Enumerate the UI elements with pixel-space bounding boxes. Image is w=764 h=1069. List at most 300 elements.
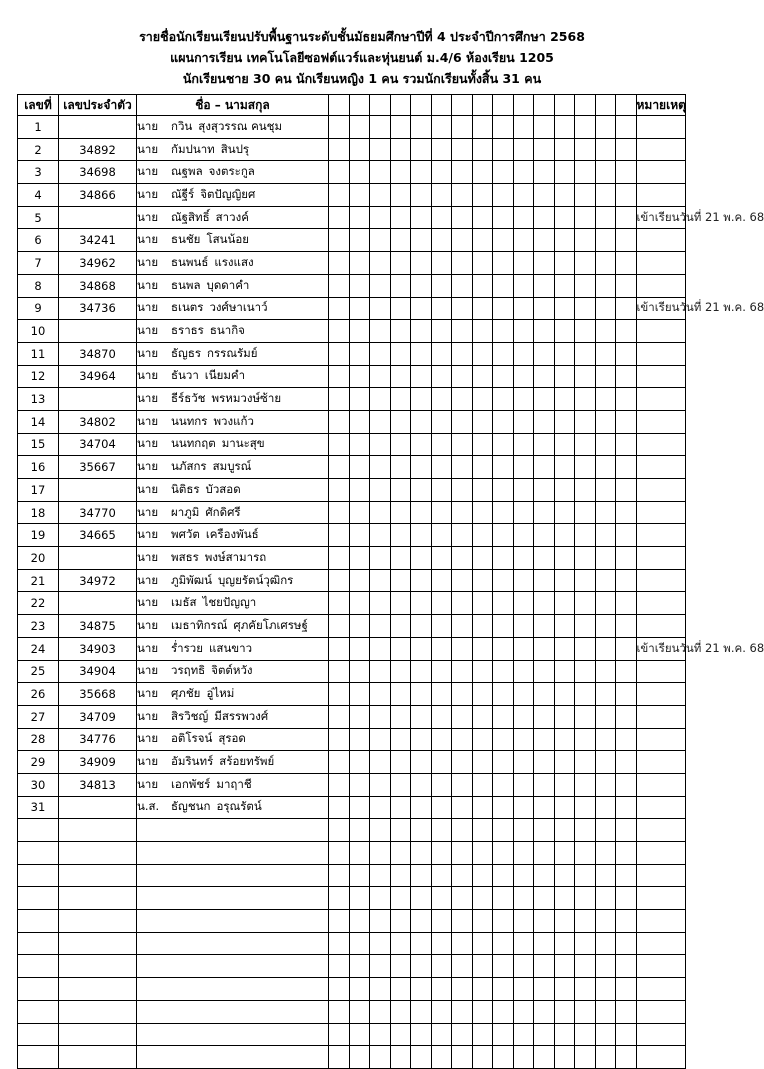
blank-cell bbox=[595, 229, 616, 252]
blank-cell bbox=[554, 297, 575, 320]
blank-cell bbox=[575, 796, 596, 819]
blank-cell bbox=[575, 1046, 596, 1069]
blank-cell bbox=[349, 932, 370, 955]
table-row bbox=[18, 501, 686, 524]
blank-cell bbox=[513, 728, 534, 751]
last-name: มานะสุข bbox=[221, 436, 265, 451]
remark-cell bbox=[636, 932, 685, 955]
table-row bbox=[18, 138, 686, 161]
blank-cell bbox=[349, 138, 370, 161]
name-title: นาย bbox=[137, 413, 159, 428]
blank-cell bbox=[595, 274, 616, 297]
blank-cell bbox=[329, 547, 350, 570]
student-number: 28 bbox=[18, 728, 59, 751]
table-row bbox=[18, 297, 686, 320]
blank-cell bbox=[370, 910, 391, 933]
blank-cell bbox=[595, 569, 616, 592]
blank-cell bbox=[616, 479, 637, 502]
name-title: นาย bbox=[137, 504, 159, 519]
blank-cell bbox=[534, 864, 555, 887]
blank-cell bbox=[513, 796, 534, 819]
blank-cell bbox=[452, 751, 473, 774]
student-id: 34665 bbox=[59, 524, 137, 547]
first-name: ธนชัย bbox=[171, 232, 201, 247]
blank-cell bbox=[575, 501, 596, 524]
first-name: เมธาทิกรณ์ bbox=[171, 617, 228, 632]
blank-cell bbox=[452, 1046, 473, 1069]
blank-cell bbox=[534, 569, 555, 592]
blank-cell bbox=[390, 1023, 411, 1046]
blank-cell bbox=[616, 229, 637, 252]
student-number: 10 bbox=[18, 320, 59, 343]
table-row bbox=[18, 864, 686, 887]
blank-cell bbox=[370, 206, 391, 229]
blank-cell bbox=[411, 932, 432, 955]
student-id bbox=[59, 796, 137, 819]
blank-cell bbox=[493, 320, 514, 343]
name-title: นาย bbox=[137, 277, 159, 292]
blank-cell bbox=[616, 796, 637, 819]
blank-cell bbox=[349, 433, 370, 456]
blank-cell bbox=[390, 184, 411, 207]
blank-cell bbox=[329, 978, 350, 1001]
first-name: ผาภูมิ bbox=[171, 504, 200, 519]
blank-cell bbox=[431, 1046, 452, 1069]
blank-cell bbox=[472, 842, 493, 865]
blank-cell bbox=[554, 229, 575, 252]
blank-cell bbox=[431, 842, 452, 865]
blank-cell bbox=[390, 320, 411, 343]
blank-cell bbox=[370, 773, 391, 796]
blank-cell bbox=[534, 887, 555, 910]
blank-cell bbox=[575, 547, 596, 570]
student-number: 17 bbox=[18, 479, 59, 502]
blank-cell bbox=[431, 932, 452, 955]
blank-cell bbox=[349, 388, 370, 411]
blank-cell bbox=[595, 138, 616, 161]
blank-cell bbox=[452, 773, 473, 796]
blank-cell bbox=[595, 388, 616, 411]
table-row bbox=[18, 320, 686, 343]
blank-cell bbox=[534, 274, 555, 297]
remark-cell: เข้าเรียนวันที่ 21 พ.ค. 68 bbox=[636, 637, 685, 660]
blank-cell bbox=[411, 910, 432, 933]
student-id bbox=[59, 1023, 137, 1046]
blank-cell bbox=[513, 683, 534, 706]
blank-cell bbox=[554, 978, 575, 1001]
blank-cell bbox=[329, 274, 350, 297]
blank-cell bbox=[493, 887, 514, 910]
blank-cell bbox=[472, 320, 493, 343]
blank-cell bbox=[452, 297, 473, 320]
blank-cell bbox=[554, 819, 575, 842]
blank-cell bbox=[390, 592, 411, 615]
remark-cell: เข้าเรียนวันที่ 21 พ.ค. 68 bbox=[636, 206, 685, 229]
blank-cell bbox=[513, 138, 534, 161]
blank-cell bbox=[329, 433, 350, 456]
student-id: 34962 bbox=[59, 252, 137, 275]
remark-cell bbox=[636, 819, 685, 842]
name-title: นาย bbox=[137, 254, 159, 269]
blank-cell bbox=[595, 728, 616, 751]
table-row bbox=[18, 229, 686, 252]
student-id: 34868 bbox=[59, 274, 137, 297]
blank-cell bbox=[616, 728, 637, 751]
blank-cell bbox=[452, 184, 473, 207]
student-name bbox=[137, 1000, 329, 1023]
blank-cell bbox=[431, 138, 452, 161]
blank-cell bbox=[575, 365, 596, 388]
blank-cell bbox=[390, 161, 411, 184]
blank-cell bbox=[431, 864, 452, 887]
blank-cell bbox=[472, 547, 493, 570]
blank-cell bbox=[513, 592, 534, 615]
first-name: เมธัส bbox=[171, 595, 197, 610]
first-name: ธัญธร bbox=[171, 345, 202, 360]
student-number: 31 bbox=[18, 796, 59, 819]
blank-cell bbox=[452, 524, 473, 547]
last-name: สุรอด bbox=[218, 731, 246, 746]
table-row bbox=[18, 842, 686, 865]
blank-cell bbox=[370, 728, 391, 751]
blank-cell bbox=[595, 1046, 616, 1069]
blank-cell bbox=[390, 842, 411, 865]
blank-cell bbox=[616, 388, 637, 411]
blank-cell bbox=[595, 751, 616, 774]
blank-cell bbox=[472, 932, 493, 955]
remark-cell bbox=[636, 501, 685, 524]
blank-cell bbox=[493, 569, 514, 592]
blank-cell bbox=[370, 569, 391, 592]
blank-cell bbox=[390, 116, 411, 139]
blank-cell bbox=[493, 342, 514, 365]
blank-cell bbox=[370, 1023, 391, 1046]
blank-cell bbox=[595, 819, 616, 842]
blank-cell bbox=[349, 978, 370, 1001]
title-line-2: แผนการเรียน เทคโนโลยีซอฟต์แวร์และหุ่นยนต์ ม.4/6 ห้องเรียน 1205 bbox=[170, 50, 554, 65]
blank-cell bbox=[575, 637, 596, 660]
blank-cell bbox=[554, 274, 575, 297]
first-name: อัมรินทร์ bbox=[171, 754, 214, 769]
blank-cell bbox=[595, 796, 616, 819]
blank-cell bbox=[452, 864, 473, 887]
student-name bbox=[137, 184, 329, 207]
column-header-blank bbox=[431, 95, 452, 116]
blank-cell bbox=[370, 819, 391, 842]
blank-cell bbox=[329, 229, 350, 252]
blank-cell bbox=[595, 1000, 616, 1023]
blank-cell bbox=[431, 978, 452, 1001]
student-name bbox=[137, 819, 329, 842]
student-id: 34698 bbox=[59, 161, 137, 184]
last-name: จงตระกูล bbox=[208, 164, 255, 179]
blank-cell bbox=[349, 297, 370, 320]
blank-cell bbox=[329, 501, 350, 524]
blank-cell bbox=[452, 955, 473, 978]
name-title: นาย bbox=[137, 527, 159, 542]
first-name: กัมปนาท bbox=[171, 141, 215, 156]
blank-cell bbox=[554, 184, 575, 207]
blank-cell bbox=[493, 932, 514, 955]
blank-cell bbox=[349, 660, 370, 683]
blank-cell bbox=[616, 410, 637, 433]
blank-cell bbox=[411, 547, 432, 570]
remark-cell bbox=[636, 773, 685, 796]
remark-cell bbox=[636, 433, 685, 456]
blank-cell bbox=[472, 456, 493, 479]
blank-cell bbox=[411, 410, 432, 433]
first-name: ณัฐสิทธิ์ bbox=[171, 209, 210, 224]
blank-cell bbox=[411, 978, 432, 1001]
remark-cell bbox=[636, 524, 685, 547]
remark-cell bbox=[636, 569, 685, 592]
student-name bbox=[137, 1023, 329, 1046]
blank-cell bbox=[431, 297, 452, 320]
blank-cell bbox=[513, 819, 534, 842]
blank-cell bbox=[554, 1023, 575, 1046]
blank-cell bbox=[370, 978, 391, 1001]
blank-cell bbox=[349, 569, 370, 592]
blank-cell bbox=[329, 819, 350, 842]
blank-cell bbox=[616, 274, 637, 297]
blank-cell bbox=[616, 365, 637, 388]
blank-cell bbox=[554, 388, 575, 411]
last-name: วงศ์ษาเนาว์ bbox=[209, 300, 268, 315]
student-name bbox=[137, 751, 329, 774]
student-number: 7 bbox=[18, 252, 59, 275]
last-name: ศุภคัยโภเศรษฐ์ bbox=[233, 617, 308, 632]
table-row bbox=[18, 524, 686, 547]
name-title: นาย bbox=[137, 776, 159, 791]
remark-cell bbox=[636, 978, 685, 1001]
blank-cell bbox=[472, 116, 493, 139]
blank-cell bbox=[554, 955, 575, 978]
blank-cell bbox=[472, 274, 493, 297]
remark-cell bbox=[636, 1023, 685, 1046]
blank-cell bbox=[493, 138, 514, 161]
table-row bbox=[18, 161, 686, 184]
blank-cell bbox=[349, 887, 370, 910]
student-number: 23 bbox=[18, 615, 59, 638]
column-header-blank bbox=[472, 95, 493, 116]
blank-cell bbox=[534, 501, 555, 524]
student-name bbox=[137, 501, 329, 524]
blank-cell bbox=[534, 252, 555, 275]
blank-cell bbox=[472, 819, 493, 842]
blank-cell bbox=[349, 751, 370, 774]
last-name: บัวสอด bbox=[205, 481, 241, 496]
student-name bbox=[137, 910, 329, 933]
blank-cell bbox=[616, 184, 637, 207]
remark-cell bbox=[636, 683, 685, 706]
first-name: พสธร bbox=[171, 549, 199, 564]
blank-cell bbox=[411, 229, 432, 252]
student-name bbox=[137, 1046, 329, 1069]
student-name bbox=[137, 796, 329, 819]
blank-cell bbox=[493, 1046, 514, 1069]
blank-cell bbox=[575, 592, 596, 615]
blank-cell bbox=[390, 252, 411, 275]
blank-cell bbox=[575, 456, 596, 479]
blank-cell bbox=[554, 456, 575, 479]
blank-cell bbox=[472, 1023, 493, 1046]
blank-cell bbox=[554, 932, 575, 955]
blank-cell bbox=[513, 524, 534, 547]
student-id bbox=[59, 932, 137, 955]
blank-cell bbox=[411, 637, 432, 660]
blank-cell bbox=[390, 751, 411, 774]
blank-cell bbox=[431, 728, 452, 751]
blank-cell bbox=[534, 660, 555, 683]
blank-cell bbox=[554, 116, 575, 139]
blank-cell bbox=[370, 116, 391, 139]
remark-cell bbox=[636, 342, 685, 365]
name-title: นาย bbox=[137, 436, 159, 451]
blank-cell bbox=[329, 683, 350, 706]
last-name: สมบูรณ์ bbox=[212, 459, 252, 474]
blank-cell bbox=[616, 501, 637, 524]
blank-cell bbox=[472, 887, 493, 910]
last-name: แสนขาว bbox=[209, 640, 253, 655]
blank-cell bbox=[554, 138, 575, 161]
blank-cell bbox=[431, 1023, 452, 1046]
blank-cell bbox=[616, 592, 637, 615]
first-name: นภัสกร bbox=[171, 459, 207, 474]
blank-cell bbox=[411, 456, 432, 479]
blank-cell bbox=[329, 796, 350, 819]
last-name: โสนน้อย bbox=[206, 232, 250, 247]
blank-cell bbox=[513, 887, 534, 910]
blank-cell bbox=[595, 184, 616, 207]
blank-cell bbox=[534, 456, 555, 479]
table-row bbox=[18, 433, 686, 456]
blank-cell bbox=[472, 728, 493, 751]
blank-cell bbox=[616, 705, 637, 728]
blank-cell bbox=[534, 705, 555, 728]
student-name bbox=[137, 297, 329, 320]
table-row bbox=[18, 547, 686, 570]
blank-cell bbox=[452, 819, 473, 842]
blank-cell bbox=[452, 229, 473, 252]
table-row bbox=[18, 569, 686, 592]
remark-cell bbox=[636, 1046, 685, 1069]
name-title: นาย bbox=[137, 459, 159, 474]
table-row bbox=[18, 660, 686, 683]
blank-cell bbox=[616, 1046, 637, 1069]
blank-cell bbox=[616, 297, 637, 320]
blank-cell bbox=[616, 751, 637, 774]
name-title: นาย bbox=[137, 323, 159, 338]
blank-cell bbox=[493, 524, 514, 547]
name-title: นาย bbox=[137, 572, 159, 587]
blank-cell bbox=[370, 274, 391, 297]
blank-cell bbox=[616, 819, 637, 842]
blank-cell bbox=[513, 705, 534, 728]
column-header-name: ชื่อ – นามสกุล bbox=[137, 95, 329, 116]
student-number: 11 bbox=[18, 342, 59, 365]
blank-cell bbox=[329, 887, 350, 910]
blank-cell bbox=[534, 932, 555, 955]
blank-cell bbox=[616, 978, 637, 1001]
student-number bbox=[18, 910, 59, 933]
student-id bbox=[59, 206, 137, 229]
blank-cell bbox=[493, 683, 514, 706]
column-header-student-id: เลขประจำตัว bbox=[59, 95, 137, 116]
blank-cell bbox=[411, 796, 432, 819]
blank-cell bbox=[513, 910, 534, 933]
blank-cell bbox=[370, 615, 391, 638]
blank-cell bbox=[575, 660, 596, 683]
blank-cell bbox=[349, 479, 370, 502]
blank-cell bbox=[493, 365, 514, 388]
blank-cell bbox=[575, 910, 596, 933]
student-name bbox=[137, 365, 329, 388]
table-row bbox=[18, 592, 686, 615]
blank-cell bbox=[616, 910, 637, 933]
blank-cell bbox=[513, 932, 534, 955]
table-row bbox=[18, 819, 686, 842]
last-name: เนียมคำ bbox=[204, 368, 246, 383]
blank-cell bbox=[575, 773, 596, 796]
blank-cell bbox=[329, 116, 350, 139]
blank-cell bbox=[390, 365, 411, 388]
remark-cell bbox=[636, 138, 685, 161]
table-row bbox=[18, 456, 686, 479]
blank-cell bbox=[390, 683, 411, 706]
blank-cell bbox=[431, 660, 452, 683]
blank-cell bbox=[431, 955, 452, 978]
blank-cell bbox=[513, 1000, 534, 1023]
first-name: ธันวา bbox=[171, 368, 199, 383]
name-title: นาย bbox=[137, 300, 159, 315]
blank-cell bbox=[370, 751, 391, 774]
remark-cell bbox=[636, 365, 685, 388]
blank-cell bbox=[472, 161, 493, 184]
student-id bbox=[59, 864, 137, 887]
blank-cell bbox=[513, 274, 534, 297]
blank-cell bbox=[472, 637, 493, 660]
blank-cell bbox=[370, 479, 391, 502]
first-name: ณฐพล bbox=[171, 164, 203, 179]
student-id: 34909 bbox=[59, 751, 137, 774]
remark-cell bbox=[636, 728, 685, 751]
blank-cell bbox=[595, 479, 616, 502]
student-name bbox=[137, 773, 329, 796]
blank-cell bbox=[616, 342, 637, 365]
student-id bbox=[59, 388, 137, 411]
last-name: ไชยปัญญา bbox=[202, 595, 257, 610]
student-number: 20 bbox=[18, 547, 59, 570]
blank-cell bbox=[370, 1046, 391, 1069]
student-id: 34866 bbox=[59, 184, 137, 207]
blank-cell bbox=[472, 342, 493, 365]
blank-cell bbox=[554, 910, 575, 933]
blank-cell bbox=[595, 116, 616, 139]
blank-cell bbox=[616, 683, 637, 706]
student-id bbox=[59, 1000, 137, 1023]
blank-cell bbox=[329, 660, 350, 683]
first-name: พศวัต bbox=[171, 527, 200, 542]
blank-cell bbox=[554, 252, 575, 275]
blank-cell bbox=[554, 433, 575, 456]
first-name: ธราธร bbox=[171, 323, 204, 338]
blank-cell bbox=[411, 365, 432, 388]
blank-cell bbox=[390, 524, 411, 547]
blank-cell bbox=[513, 1023, 534, 1046]
blank-cell bbox=[349, 773, 370, 796]
student-name bbox=[137, 569, 329, 592]
document-header bbox=[0, 26, 724, 89]
